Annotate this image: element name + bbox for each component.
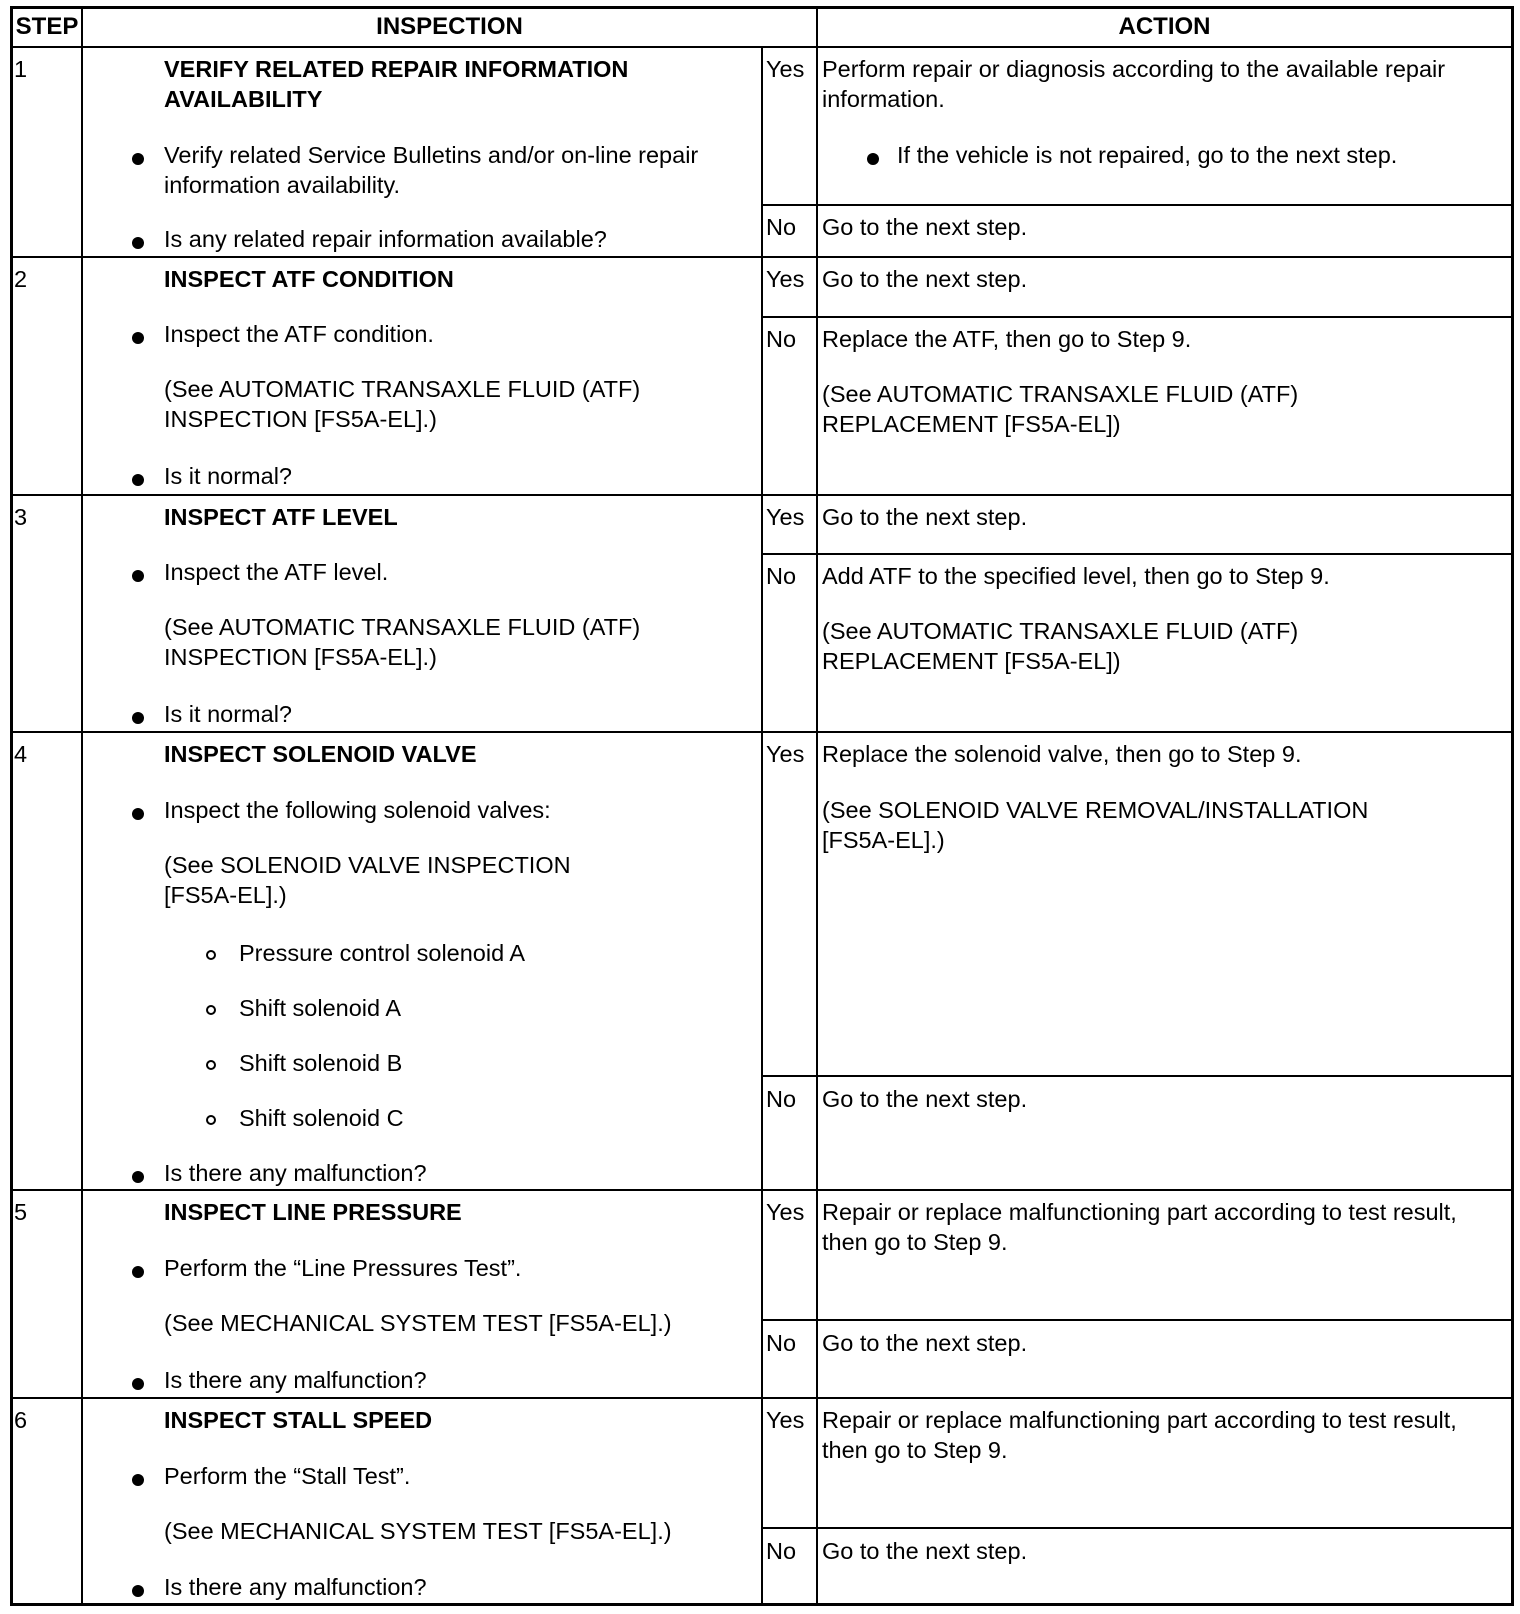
bullet-icon: [132, 1474, 144, 1486]
step6-yes-no-divider: [761, 1527, 1514, 1529]
step-title: INSPECT SOLENOID VALVE: [164, 741, 477, 767]
action-reference: REPLACEMENT [FS5A-EL]): [822, 411, 1121, 437]
inspection-reference: (See AUTOMATIC TRANSAXLE FLUID (ATF): [164, 614, 641, 640]
action-text: Go to the next step.: [822, 214, 1028, 240]
inspection-reference: (See MECHANICAL SYSTEM TEST [FS5A-EL].): [164, 1310, 672, 1336]
column-divider-answer-text: [816, 47, 818, 1606]
inspection-question: Is any related repair information available?: [164, 226, 607, 252]
inspection-text: Inspect the ATF condition.: [164, 321, 434, 347]
solenoid-item: Pressure control solenoid A: [239, 940, 526, 966]
inspection-question: Is it normal?: [164, 701, 292, 727]
sub-bullet-icon: [206, 1005, 216, 1015]
no-label: No: [766, 1538, 797, 1564]
inspection-question: Is it normal?: [164, 463, 292, 489]
action-reference: (See AUTOMATIC TRANSAXLE FLUID (ATF): [822, 618, 1299, 644]
action-text: information.: [822, 86, 945, 112]
inspection-text: information availability.: [164, 172, 400, 198]
header-inspection: INSPECTION: [376, 13, 523, 40]
action-text: then go to Step 9.: [822, 1437, 1008, 1463]
action-text: Replace the ATF, then go to Step 9.: [822, 326, 1192, 352]
solenoid-item: Shift solenoid B: [239, 1050, 403, 1076]
bullet-icon: [132, 1378, 144, 1390]
inspection-reference: (See AUTOMATIC TRANSAXLE FLUID (ATF): [164, 376, 641, 402]
inspection-question: Is there any malfunction?: [164, 1367, 427, 1393]
action-text: Go to the next step.: [822, 1330, 1028, 1356]
bullet-icon: [132, 474, 144, 486]
solenoid-item: Shift solenoid A: [239, 995, 401, 1021]
inspection-reference: [FS5A-EL].): [164, 882, 287, 908]
action-reference: (See SOLENOID VALVE REMOVAL/INSTALLATION: [822, 797, 1369, 823]
step-number: 6: [14, 1407, 28, 1433]
bullet-icon: [867, 153, 879, 165]
inspection-text: Inspect the ATF level.: [164, 559, 389, 585]
sub-bullet-icon: [206, 950, 216, 960]
action-text: If the vehicle is not repaired, go to the next step.: [897, 142, 1398, 168]
step-number: 2: [14, 266, 28, 292]
action-text: Repair or replace malfunctioning part according to test result,: [822, 1407, 1457, 1433]
column-divider-answer: [761, 47, 763, 1606]
yes-label: Yes: [766, 1199, 805, 1225]
step-title: INSPECT LINE PRESSURE: [164, 1199, 462, 1225]
inspection-text: Inspect the following solenoid valves:: [164, 797, 551, 823]
inspection-reference: (See MECHANICAL SYSTEM TEST [FS5A-EL].): [164, 1518, 672, 1544]
bullet-icon: [132, 712, 144, 724]
step-number: 1: [14, 56, 28, 82]
step1-yes-no-divider: [761, 204, 1514, 206]
inspection-question: Is there any malfunction?: [164, 1574, 427, 1600]
yes-label: Yes: [766, 1407, 805, 1433]
action-reference: (See AUTOMATIC TRANSAXLE FLUID (ATF): [822, 381, 1299, 407]
yes-label: Yes: [766, 56, 805, 82]
yes-label: Yes: [766, 741, 805, 767]
bullet-icon: [132, 808, 144, 820]
action-text: then go to Step 9.: [822, 1229, 1008, 1255]
step4-yes-no-divider: [761, 1075, 1514, 1077]
yes-label: Yes: [766, 266, 805, 292]
no-label: No: [766, 1330, 797, 1356]
bullet-icon: [132, 153, 144, 165]
step-number: 4: [14, 741, 28, 767]
header-action: ACTION: [1118, 13, 1211, 40]
bullet-icon: [132, 570, 144, 582]
step-title: INSPECT ATF LEVEL: [164, 504, 398, 530]
step3-divider: [10, 731, 1514, 733]
step-title: AVAILABILITY: [164, 86, 323, 112]
step4-divider: [10, 1189, 1514, 1191]
inspection-reference: INSPECTION [FS5A-EL].): [164, 644, 437, 670]
action-text: Add ATF to the specified level, then go to Step 9.: [822, 563, 1330, 589]
bullet-icon: [132, 332, 144, 344]
action-text: Go to the next step.: [822, 504, 1028, 530]
bullet-icon: [132, 1266, 144, 1278]
bullet-icon: [132, 1171, 144, 1183]
inspection-reference: (See SOLENOID VALVE INSPECTION: [164, 852, 571, 878]
step3-yes-no-divider: [761, 553, 1514, 555]
step-title: INSPECT ATF CONDITION: [164, 266, 454, 292]
action-text: Replace the solenoid valve, then go to Step 9.: [822, 741, 1302, 767]
no-label: No: [766, 1086, 797, 1112]
header-step: STEP: [15, 13, 79, 40]
inspection-reference: INSPECTION [FS5A-EL].): [164, 406, 437, 432]
step2-yes-no-divider: [761, 316, 1514, 318]
step1-divider: [10, 256, 1514, 258]
table-border-right: [1511, 6, 1514, 1606]
action-reference: REPLACEMENT [FS5A-EL]): [822, 648, 1121, 674]
column-divider-step: [81, 6, 83, 1606]
action-text: Perform repair or diagnosis according to the available repair: [822, 56, 1446, 82]
inspection-text: Verify related Service Bulletins and/or on-line repair: [164, 142, 699, 168]
inspection-text: Perform the “Stall Test”.: [164, 1463, 411, 1489]
step5-divider: [10, 1397, 1514, 1399]
sub-bullet-icon: [206, 1060, 216, 1070]
step-number: 5: [14, 1199, 28, 1225]
step5-yes-no-divider: [761, 1319, 1514, 1321]
table-border-left: [10, 6, 13, 1606]
inspection-question: Is there any malfunction?: [164, 1160, 427, 1186]
no-label: No: [766, 563, 797, 589]
action-text: Repair or replace malfunctioning part according to test result,: [822, 1199, 1457, 1225]
diagnostic-procedure-table: [10, 6, 1514, 1606]
step2-divider: [10, 494, 1514, 496]
header-row-divider: [10, 46, 1514, 48]
step-title: INSPECT STALL SPEED: [164, 1407, 433, 1433]
inspection-text: Perform the “Line Pressures Test”.: [164, 1255, 522, 1281]
action-text: Go to the next step.: [822, 1086, 1028, 1112]
action-text: Go to the next step.: [822, 1538, 1028, 1564]
bullet-icon: [132, 237, 144, 249]
sub-bullet-icon: [206, 1115, 216, 1125]
bullet-icon: [132, 1585, 144, 1597]
action-text: Go to the next step.: [822, 266, 1028, 292]
table-border-top: [10, 6, 1514, 9]
action-reference: [FS5A-EL].): [822, 827, 945, 853]
no-label: No: [766, 326, 797, 352]
step-title: VERIFY RELATED REPAIR INFORMATION: [164, 56, 629, 82]
step-number: 3: [14, 504, 28, 530]
no-label: No: [766, 214, 797, 240]
yes-label: Yes: [766, 504, 805, 530]
solenoid-item: Shift solenoid C: [239, 1105, 404, 1131]
